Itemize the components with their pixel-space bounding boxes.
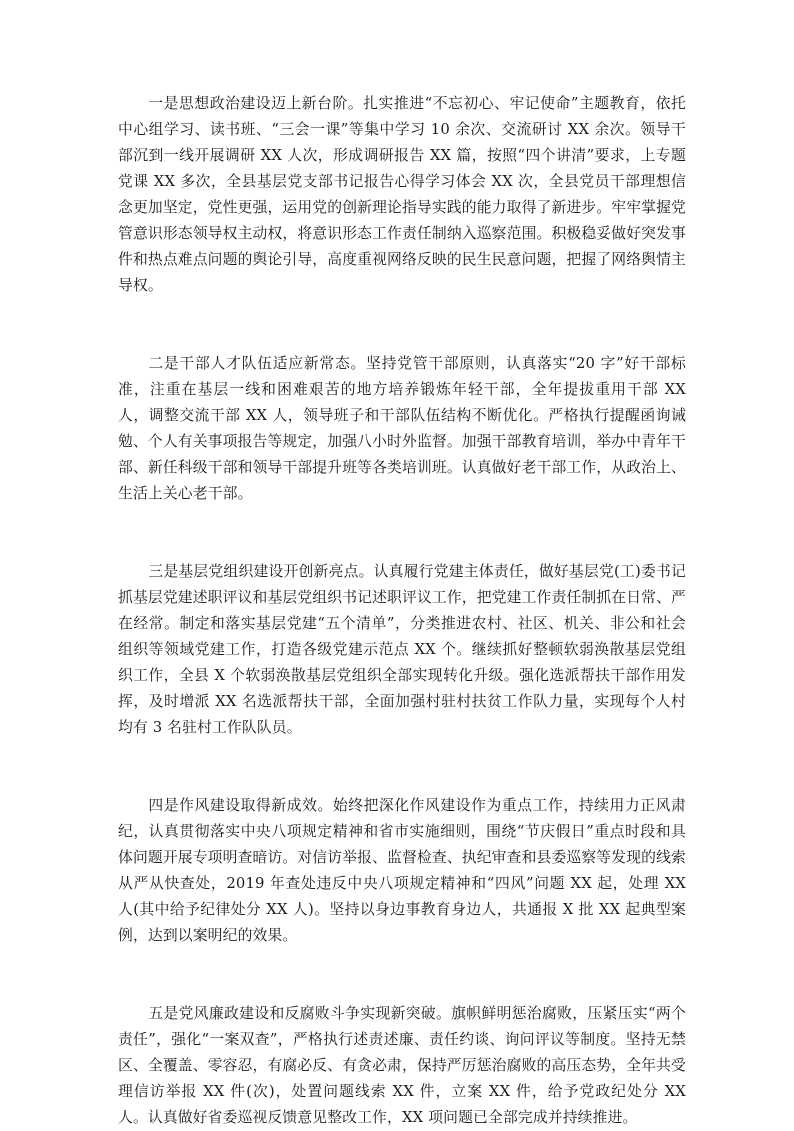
paragraph-work-style: 四是作风建设取得新成效。始终把深化作风建设作为重点工作，持续用力正风肃纪，认真贯彻落实中央八项规定精神和省市实施细则，围绕“节庆假日”重点时段和具体问题开展专项明查暗访。对信访举报、监督检查、执纪审查和县委巡察等发现的线索从严从快查处，2019 年查处违反中央八项规定精神和“四风”问题 XX 起，处理 XX 人(其中给予纪律处分 XX 人)。坚持以身边事教育身边人，共通报 X 批 XX 起典型案例，达到以案明纪的效果。 — [118, 797, 686, 944]
document-body — [118, 91, 686, 1131]
paragraph-anti-corruption: 五是党风廉政建设和反腐败斗争实现新突破。旗帜鲜明惩治腐败，压紧压实“两个责任”，强化“一案双查”，严格执行述责述廉、责任约谈、询问评议等制度。坚持无禁区、全覆盖、零容忍，有腐必反、有贪必肃，保持严厉惩治腐败的高压态势，全年共受理信访举报 XX 件(次)，处置问题线索 XX 件，立案 XX 件，给予党政纪处分 XX 人。认真做好省委巡视反馈意见整改工作，XX 项问题已全部完成并持续推进。 — [118, 1005, 686, 1126]
paragraph-cadre-team: 二是干部人才队伍适应新常态。坚持党管干部原则，认真落实“20 字”好干部标准，注重在基层一线和困难艰苦的地方培养锻炼年轻干部，全年提拔重用干部 XX 人，调整交流干部 XX 人，领导班子和干部队伍结构不断优化。严格执行提醒函询诫勉、个人有关事项报告等规定，加强八小时外监督。加强干部教育培训，举办中青年干部、新任科级干部和领导干部提升班等各类培训班。认真做好老干部工作，从政治上、生活上关心老干部。 — [118, 355, 686, 502]
paragraph-grassroots-party-organization: 三是基层党组织建设开创新亮点。认真履行党建主体责任，做好基层党(工)委书记抓基层党建述职评议和基层党组织书记述职评议工作，把党建工作责任制抓在日常、严在经常。制定和落实基层党建“五个清单”，分类推进农村、社区、机关、非公和社会组织等领域党建工作，打造各级党建示范点 XX 个。继续抓好整顿软弱涣散基层党组织工作，全县 X 个软弱涣散基层党组织全部实现转化升级。强化选派帮扶干部作用发挥，及时增派 XX 名选派帮扶干部，全面加强村驻村扶贫工作队力量，实现每个人村均有 3 名驻村工作队队员。 — [118, 563, 686, 736]
paragraph-spacer — [118, 299, 686, 351]
paragraph-spacer — [118, 507, 686, 559]
paragraph-spacer — [118, 741, 686, 793]
paragraph-spacer — [118, 949, 686, 1001]
paragraph-political-construction: 一是思想政治建设迈上新台阶。扎实推进“不忘初心、牢记使命”主题教育，依托中心组学习、读书班、“三会一课”等集中学习 10 余次、交流研讨 XX 余次。领导干部沉到一线开展调研 XX 人次，形成调研报告 XX 篇，按照“四个讲清”要求，上专题党课 XX 多次，全县基层党支部书记报告心得学习体会 XX 次，全县党员干部理想信念更加坚定，党性更强，运用党的创新理论指导实践的能力取得了新进步。牢牢掌握党管意识形态领导权主动权，将意识形态工作责任制纳入巡察范围。积极稳妥做好突发事件和热点难点问题的舆论引导，高度重视网络反映的民生民意问题，把握了网络舆情主导权。 — [118, 95, 686, 294]
